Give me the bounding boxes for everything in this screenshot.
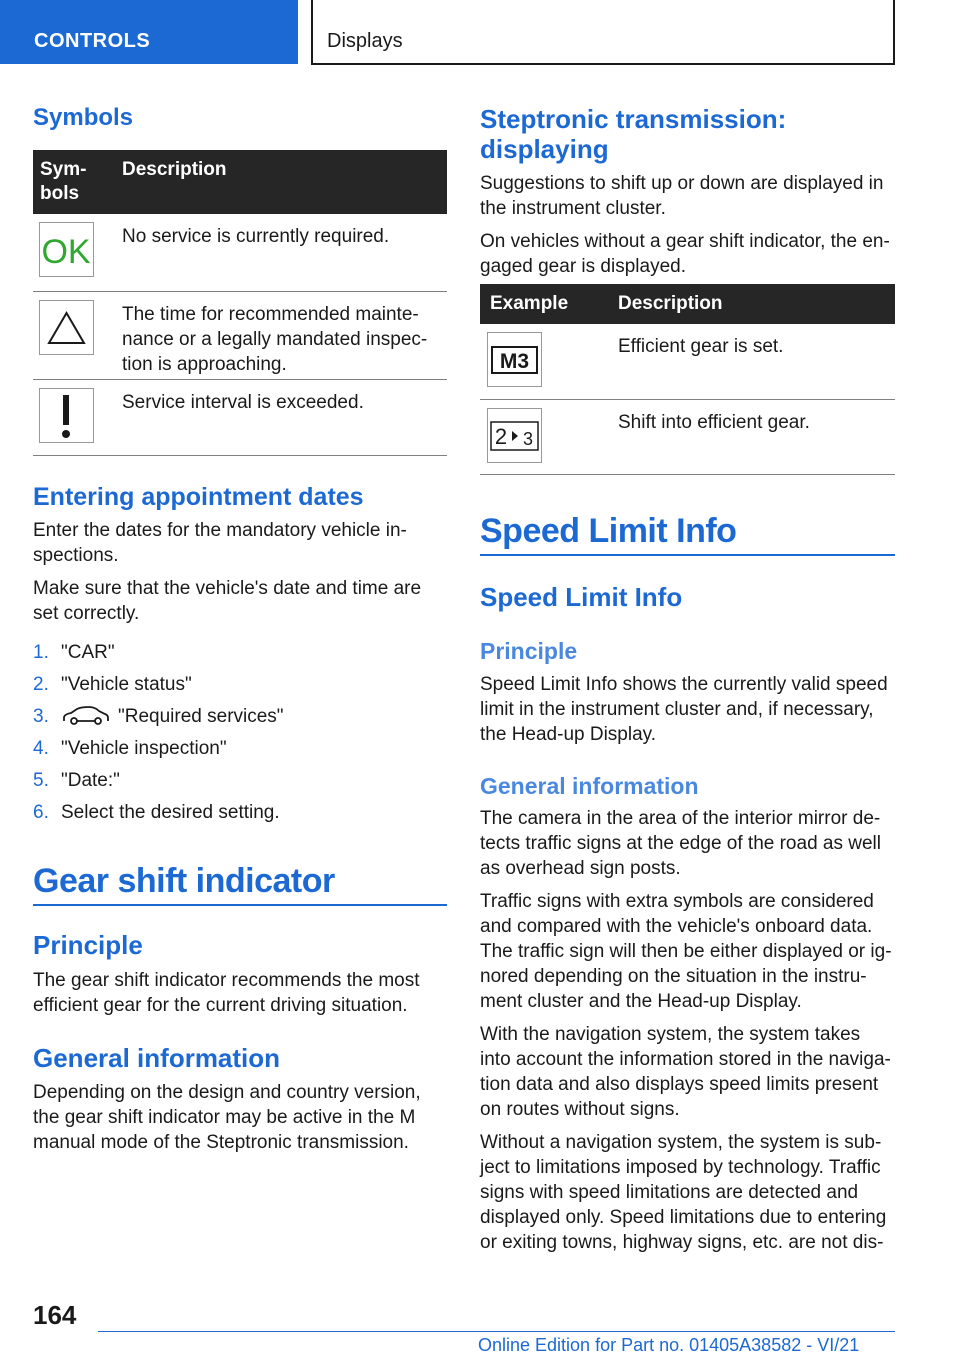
- table-row: [480, 324, 895, 399]
- gear-shift-heading: Gear shift indicator: [33, 862, 335, 900]
- page-number: 164: [33, 1300, 77, 1330]
- list-item: 6. Select the desired setting.: [33, 802, 280, 823]
- table-row: [480, 399, 895, 474]
- sli-general-paragraph-1: The camera in the area of the interior mirror de‐tects traffic signs at the edge of the road as well as overhead sign posts.: [480, 808, 881, 879]
- table-row: [33, 379, 447, 455]
- steptronic-paragraph-2: On vehicles without a gear shift indicator, the en‐gaged gear is displayed.: [480, 231, 890, 277]
- svg-text:2: 2: [494, 423, 508, 449]
- car-icon: [61, 706, 111, 733]
- principle-heading: Principle: [33, 930, 143, 960]
- example-table: [480, 284, 895, 475]
- steptronic-paragraph-1: Suggestions to shift up or down are displayed in the instrument cluster.: [480, 173, 884, 219]
- sli-principle-text: Speed Limit Info shows the currently valid speed limit in the instrument cluster and, if necessary, the Head-up Display.: [480, 674, 888, 745]
- svg-text:3: 3: [522, 428, 534, 449]
- ok-icon: [39, 222, 94, 277]
- example-col-header: Example: [480, 284, 610, 324]
- sli-general-heading: General information: [480, 773, 699, 799]
- m3-gear-icon: [487, 332, 542, 387]
- appointment-paragraph-1: Enter the dates for the mandatory vehicle in‐spections.: [33, 520, 407, 566]
- sli-general-paragraph-4: Without a navigation system, the system is sub‐ject to limitations imposed by technology. Traffic signs with speed limitations are detected and displayed only. Speed limitations due to entering or exiting towns, highway signs, etc. are not dis‐: [480, 1132, 887, 1253]
- example-description: Efficient gear is set.: [610, 324, 895, 399]
- speed-limit-subtitle: Speed Limit Info: [480, 582, 683, 612]
- section-label: CONTROLS: [34, 30, 151, 52]
- footer-rule: [98, 1331, 895, 1332]
- svg-text:OK: OK: [41, 233, 91, 271]
- symbols-heading: Symbols: [33, 104, 134, 131]
- appointment-paragraph-2: Make sure that the vehicle's date and time are set correctly.: [33, 578, 422, 624]
- symbol-description: No service is currently required.: [115, 214, 447, 291]
- steps-list: [33, 640, 447, 832]
- principle-text: The gear shift indicator recommends the most efficient gear for the current driving situation.: [33, 970, 420, 1016]
- chapter-label: Displays: [327, 30, 403, 52]
- speed-limit-title: Speed Limit Info: [480, 512, 737, 550]
- description-col-header: Description: [115, 150, 447, 214]
- chapter-box: [311, 0, 895, 65]
- description-col-header: Description: [610, 284, 895, 324]
- heading-rule: [480, 554, 895, 556]
- list-item: 1. "CAR": [33, 642, 115, 663]
- edition-text: Online Edition for Part no. 01405A38582 - VI/21: [478, 1335, 860, 1355]
- shift-2-to-3-icon: [487, 408, 542, 463]
- svg-text:M3: M3: [499, 350, 530, 373]
- sli-general-paragraph-2: Traffic signs with extra symbols are considered and compared with the vehicle's onboard data. The traffic sign will then be either displayed or ig‐nored depending on the situation in the instru‐ment cluster and the Head-up Display.: [480, 891, 892, 1012]
- symbols-table: [33, 150, 447, 456]
- sli-general-paragraph-3: With the navigation system, the system takes into account the information stored in the naviga‐tion data and also displays speed limits present on routes without signs.: [480, 1024, 891, 1120]
- steptronic-heading: Steptronic transmission: displaying: [480, 104, 787, 164]
- table-row: [33, 291, 447, 379]
- list-item: 2. "Vehicle status": [33, 674, 192, 695]
- appointment-heading: Entering appointment dates: [33, 483, 364, 511]
- heading-rule: [33, 904, 447, 906]
- example-description: Shift into efficient gear.: [610, 399, 895, 474]
- general-text: Depending on the design and country version, the gear shift indicator may be active in the M manual mode of the Steptronic transmission.: [33, 1082, 421, 1153]
- list-item: 3. "Required services": [33, 704, 447, 736]
- symbol-description: The time for recommended mainte‐nance or a legally mandated inspec‐tion is approaching.: [115, 291, 447, 379]
- list-item: 5. "Date:": [33, 770, 120, 791]
- exclamation-icon: [39, 388, 94, 443]
- list-item: 4. "Vehicle inspection": [33, 738, 227, 759]
- section-tab: [0, 0, 298, 64]
- symbols-col-header: Sym‐bols: [33, 150, 115, 214]
- sli-principle-heading: Principle: [480, 638, 578, 664]
- symbol-description: Service interval is exceeded.: [115, 379, 447, 455]
- warning-triangle-icon: [39, 300, 94, 355]
- general-heading: General information: [33, 1043, 281, 1073]
- table-row: [33, 214, 447, 291]
